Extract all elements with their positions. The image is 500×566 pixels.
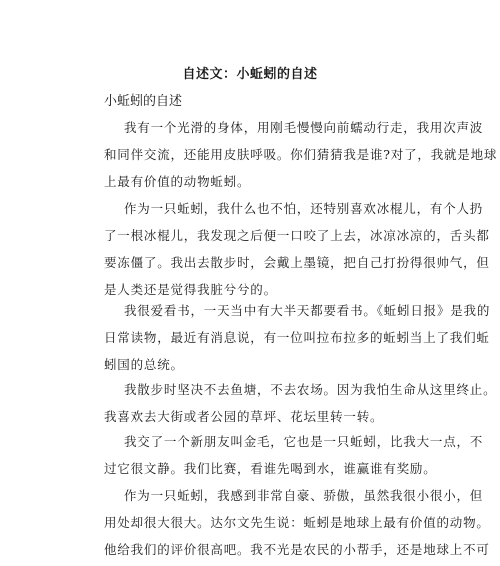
document-title: 自述文：小蚯蚓的自述 <box>182 67 318 82</box>
paragraph-line: 作为一只蚯蚓，我感到非常自豪、骄傲，虽然我很小很小，但 <box>124 488 484 503</box>
paragraph-line: 是人类还是觉得我脏兮兮的。 <box>104 282 277 297</box>
paragraph-line: 用处却很大很大。达尔文先生说：蚯蚓是地球上最有价值的动物。 <box>104 515 490 530</box>
paragraph-line: 我散步时坚决不去鱼塘，不去农场。因为我怕生命从这里终止。 <box>124 382 497 397</box>
paragraph-line: 我很爱看书，一天当中有大半天都要看书。《蚯蚓日报》是我的 <box>124 303 491 318</box>
paragraph-line: 作为一只蚯蚓，我什么也不怕，还特别喜欢冰棍儿，有个人扔 <box>124 201 484 216</box>
paragraph-line: 和同伴交流，还能用皮肤呼吸。你们猜猜我是谁?对了，我就是地球 <box>104 147 498 162</box>
paragraph-line: 过它很文静。我们比赛，看谁先喝到水，谁赢谁有奖励。 <box>104 461 437 476</box>
paragraph-line: 我有一个光滑的身体，用刚毛慢慢向前蠕动行走，我用次声波 <box>124 120 484 135</box>
paragraph-line: 蚓国的总统。 <box>104 357 184 372</box>
paragraph-line: 我喜欢去大街或者公园的草坪、花坛里转一转。 <box>104 409 384 424</box>
paragraph-line: 要冻僵了。我出去散步时，会戴上墨镜，把自己打扮得很帅气，但 <box>104 255 490 270</box>
paragraph-line: 了一根冰棍儿，我发现之后便一口咬了上去，冰凉冰凉的，舌头都 <box>104 228 490 243</box>
paragraph-line: 日常读物，最近有消息说，有一位叫拉布拉多的蚯蚓当上了我们蚯 <box>104 330 490 345</box>
paragraph-line: 我交了一个新朋友叫金毛，它也是一只蚯蚓，比我大一点，不 <box>124 434 484 449</box>
paragraph-line: 他给我们的评价很高吧。我不光是农民的小帮手，还是地球上不可 <box>104 542 490 557</box>
document-subtitle: 小蚯蚓的自述 <box>104 94 183 109</box>
paragraph-line: 上最有价值的动物蚯蚓。 <box>104 174 251 189</box>
